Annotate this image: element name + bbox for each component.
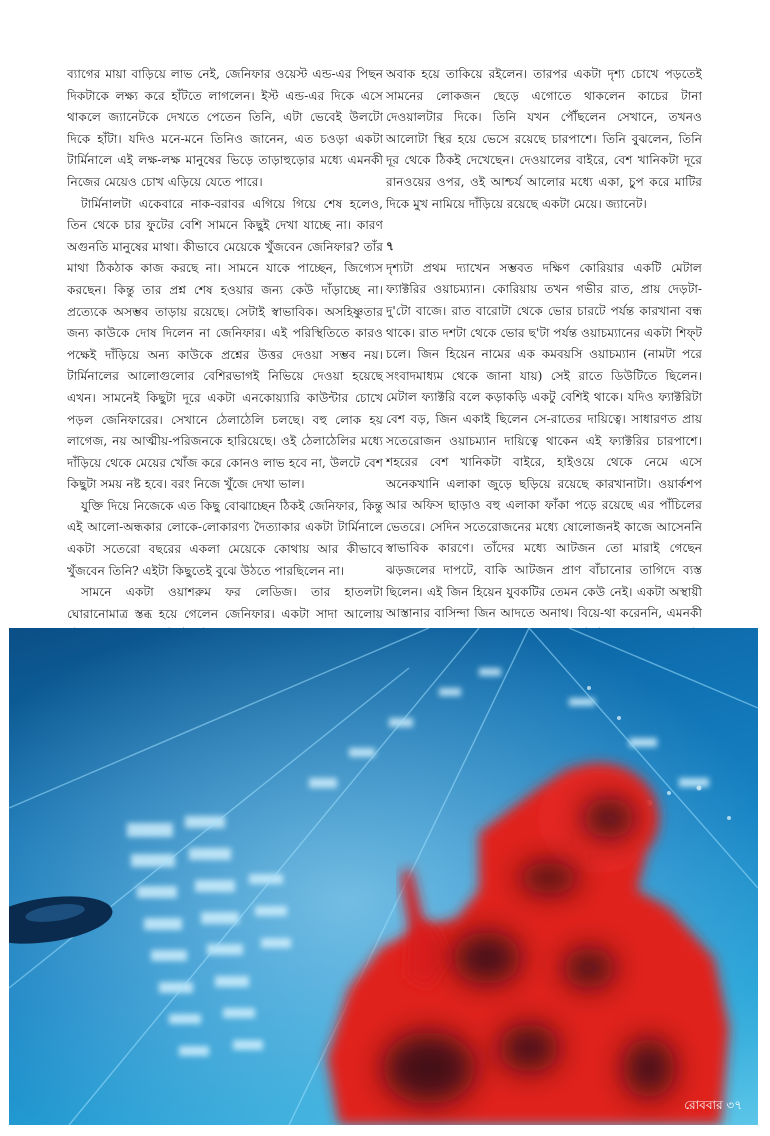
left-paragraph-2: টার্মিনালটা একেবারে নাক-বরাবর এগিয়ে গিয়ে শেষ হলেও, তিন থেকে চার ফুটের বেশি সামনে কিছুই দেখা যাচ্ছে না। কারণ অগুনতি মানুষের মাথা। কীভাবে মেয়েকে খুঁজবেন জেনিফার? তাঁর মাথা ঠিকঠাক কাজ করছে না। সামনে যাকে পাচ্ছেন, জিগ্যেস করছেন। কিন্তু তার প্রশ্ন শেষ হওয়ার জন্য কেউ দাঁড়াচ্ছে না। প্রত্যেকে অসম্ভব তাড়ায় রয়েছে। সেটাই স্বাভাবিক। অসহিষ্ণুতার জন্য কাউকে দোষ দিলেন না জেনিফার। এই পরিস্থিতিতে কারও পক্ষেই দাঁড়িয়ে অন্য কাউকে প্রশ্নের উত্তর দেওয়া সম্ভব নয়। টার্মিনালের আলোগুলোর বেশিরভাগই নিভিয়ে দেওয়া হয়েছে এখন। সামনেই কিছুটা দূরে একটা এনকোয়্যারি কাউন্টার চোখে পড়ল জেনিফারের। সেখানে ঠেলাঠেলি চলছে। বহু লোক হয় লাগেজ, নয় আত্মীয়-পরিজনকে হারিয়েছে। ওই ঠেলাঠেলির মধ্যে দাঁড়িয়ে থেকে মেয়ের খোঁজ করে কোনও লাভ হবে না, উলটে বেশ কিছুটা সময় নষ্ট হবে। বরং নিজে খুঁজে দেখা ভাল। [67, 196, 383, 492]
left-paragraph-4: সামনে একটা ওয়াশরুম ফর লেডিজ। তার হাতলটা ঘোরানোমাত্র স্তব্ধ হয়ে গেলেন জেনিফার। একটা সাদা আলোয় [67, 585, 383, 621]
illustration-graphic [9, 628, 758, 1125]
page-folio: রোববার ৩৭ [684, 1098, 742, 1112]
left-paragraph-1: ব্যাগের মায়া বাড়িয়ে লাভ নেই, জেনিফার ওয়েস্ট এন্ড-এর পিছন দিকটাকে লক্ষ্য করে হাঁটতে লাগলেন। ইস্ট এন্ড-এর দিকে এসে থাকলে জ্যানেটকে দেখতে পেতেন তিনি, এটা ভেবেই উলটো দিকে হাঁটা। যদিও মনে-মনে তিনিও জানেন, এত চওড়া একটা টার্মিনালে এই লক্ষ-লক্ষ মানুষের ভিড়ে তাড়াহুড়োর মধ্যে এমনকী নিজের মেয়েও চোখ এড়িয়ে যেতে পারে। [67, 67, 383, 189]
section-number: ৭ [386, 239, 394, 254]
left-paragraph-3: যুক্তি দিয়ে নিজেকে এত কিছু বোঝাচ্ছেন ঠিকই জেনিফার, কিন্তু এই আলো-অন্ধকার লোকে-লোকারণ্য দৈত্যাকার একটা টার্মিনালে একটা সতেরো বছরের একলা মেয়েকে কোথায় আর কীভাবে খুঁজবেন তিনি? এইটা কিছুতেই বুঝে উঠতে পারছিলেন না। [67, 498, 383, 578]
right-section-paragraph: দৃশ্যটা প্রথম দ্যাখেন সম্ভবত দক্ষিণ কোরিয়ার একটি মেটাল ফ্যাক্টরির ওয়াচম্যান। কোরিয়ায় তখন গভীর রাত, প্রায় দেড়টা-দু'টো বাজে। রাত বারোটা থেকে ভোর চারটে পর্যন্ত কারখানা বন্ধ থাকে। রাত দশটা থেকে ভোর ছ'টা পর্যন্ত ওয়াচম্যানের একটা শিফ্‌ট চলে। জিন হিয়েন নামের এক কমবয়সি ওয়াচম্যান (নামটা পরে সংবাদমাধ্যম থেকে জানা যায়) সেই রাতে ডিউটিতে ছিলেন। মেটাল ফ্যাক্টরি বলে কড়াকড়ি একটু বেশিই থাকে। যদিও ফ্যাক্টরিটা বেশ বড়, জিন একাই ছিলেন সে-রাতের দায়িত্বে। সাধারণত প্রায় সতেরোজন ওয়াচম্যান দায়িত্বে থাকেন এই ফ্যাক্টরির চারপাশে। শহরের বেশ খানিকটা বাইরে, হাইওয়ে থেকে নেমে এসে অনেকখানি এলাকা জুড়ে ছড়িয়ে রয়েছে কারখানাটা। ওয়ার্কশপ আর অফিস ছাড়াও বহু এলাকা ফাঁকা পড়ে রয়েছে এর পাঁচিলের ভেতরে। সেদিন সতেরোজনের মধ্যে ষোলোজনই কাজে আসেননি স্বাভাবিক কারণে। তাঁদের মধ্যে আটজন তো মারাই গেছেন ঝড়জলের দাপটে, বাকি আটজন প্রাণ বাঁচানোর তাগিদে ব্যস্ত ছিলেন। এই জিন হিয়েন যুবকটির তেমন কেউ নেই। একটা অস্থায়ী আস্তানার বাসিন্দা জিন আদতে অনাথ। বিয়ে-থা করেননি, এমনকী [386, 260, 702, 621]
right-intro-paragraph: অবাক হয়ে তাকিয়ে রইলেন। তারপর একটা দৃশ্য চোখে পড়তেই সামনের লোকজন ছেড়ে এগোতে থাকলেন কাচের টানা দেওয়ালটার দিকে। তিনি যখন পৌঁছলেন সেখানে, তখনও আলোটা স্থির হয়ে ভেসে রয়েছে চারপাশে। তিনি বুঝলেন, তিনি দূর থেকে ঠিকই দেখেছেন। দেওয়ালের বাইরে, বেশ খানিকটা দূরে রানওয়ের ওপর, ওই আশ্চর্য আলোর মধ্যে একা, চুপ করে মাটির দিকে মুখ নামিয়ে দাঁড়িয়ে রয়েছে একটা মেয়ে। জ্যানেট। [386, 67, 702, 211]
story-illustration [9, 628, 758, 1125]
